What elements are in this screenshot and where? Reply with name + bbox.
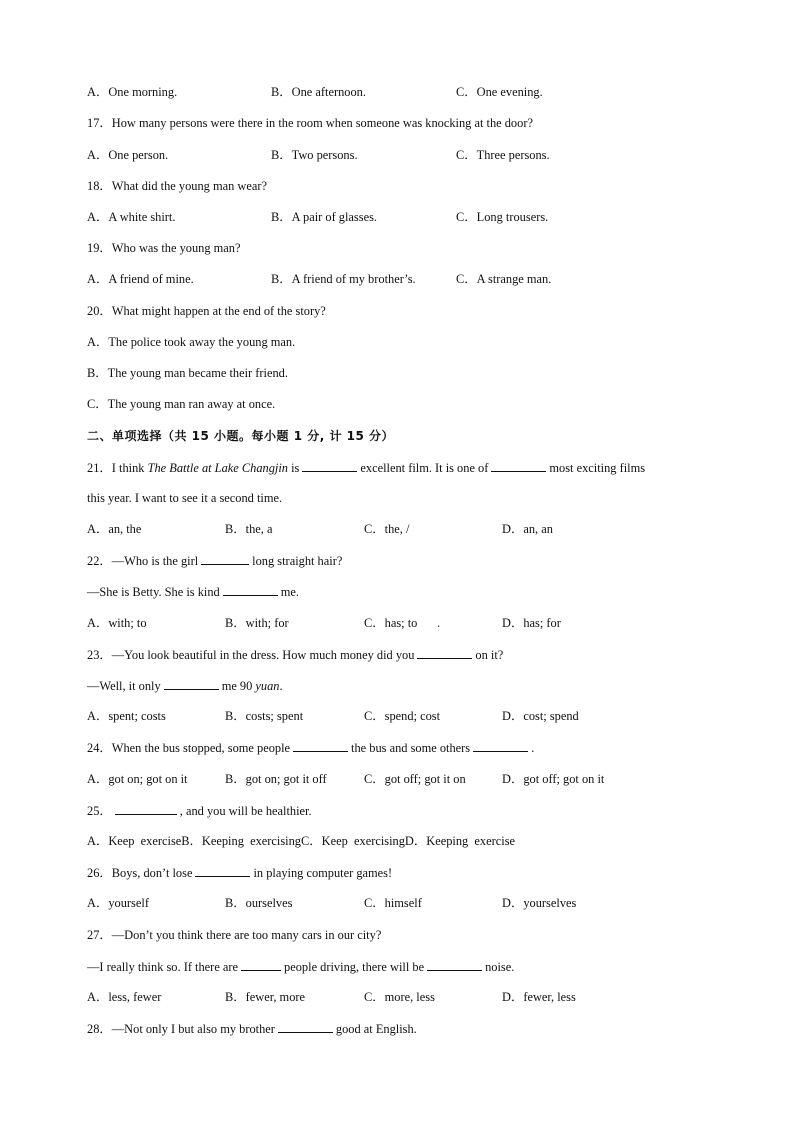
q25-blank-1[interactable]: [115, 802, 177, 815]
q21-option-c: C．the, /: [364, 522, 410, 536]
q20-option-c: C．The young man ran away at once.: [87, 397, 276, 411]
q16-option-a: A．One morning.: [87, 85, 178, 99]
q27-text: noise.: [485, 960, 515, 974]
q21-option-d: D．an, an: [502, 522, 553, 536]
q17-option-c: C．Three persons.: [456, 148, 550, 162]
q23-option-c: C．spend; cost: [364, 709, 441, 723]
q24-option-c: C．got off; got it on: [364, 772, 466, 786]
q18-option-c: C．Long trousers.: [456, 210, 549, 224]
q23-option-b: B．costs; spent: [225, 709, 304, 723]
q27-blank-1[interactable]: [241, 958, 281, 971]
q27-text: people driving, there will be: [284, 960, 425, 974]
q21-blank-1[interactable]: [302, 459, 357, 472]
q16-option-c: C．One evening.: [456, 85, 543, 99]
q21-text: most exciting films: [549, 461, 646, 475]
q20-option-a: A．The police took away the young man.: [87, 335, 296, 349]
q24-blank-2[interactable]: [473, 739, 528, 752]
q19-option-a: A．A friend of mine.: [87, 272, 194, 286]
q18-option-b: B．A pair of glasses.: [271, 210, 377, 224]
q24-option-b: B．got on; got it off: [225, 772, 327, 786]
q23-text: .: [279, 679, 283, 693]
q25-text: 25．: [87, 804, 112, 818]
q27-option-c: C．more, less: [364, 990, 435, 1004]
q19-option-c: C．A strange man.: [456, 272, 552, 286]
q23-yuan: yuan: [255, 679, 280, 693]
q22-option-d: D．has; for: [502, 616, 561, 630]
q23-text: 23．—You look beautiful in the dress. How much money did you: [87, 648, 415, 662]
q26-blank-1[interactable]: [195, 864, 250, 877]
q24-text: 24．When the bus stopped, some people: [87, 741, 291, 755]
q25-text: , and you will be healthier.: [179, 804, 312, 818]
q23-option-a: A．spent; costs: [87, 709, 166, 723]
q22-blank-2[interactable]: [223, 583, 278, 596]
q22-text: —She is Betty. She is kind: [87, 585, 220, 599]
q22-option-c: C．has; to: [364, 616, 418, 630]
q22-stem-line2: [87, 583, 299, 600]
q24-option-a: A．got on; got on it: [87, 772, 188, 786]
q24-stem: [87, 739, 534, 756]
q21-option-b: B．the, a: [225, 522, 273, 536]
q26-option-d: D．yourselves: [502, 896, 577, 910]
section-heading: 二、单项选择（共 15 小题。每小题 1 分, 计 15 分）: [87, 429, 395, 443]
q27-option-a: A．less, fewer: [87, 990, 162, 1004]
q25-options: A．Keep exerciseB．Keeping exercisingC．Keep exercisingD．Keeping exercise: [87, 834, 516, 848]
q26-option-c: C．himself: [364, 896, 422, 910]
q23-blank-1[interactable]: [417, 646, 472, 659]
q24-blank-1[interactable]: [293, 739, 348, 752]
q21-text: excellent film. It is one of: [360, 461, 489, 475]
q23-text: me 90: [221, 679, 256, 693]
q23-option-d: D．cost; spend: [502, 709, 579, 723]
q22-stem: [87, 552, 342, 569]
q28-text: good at English.: [335, 1022, 417, 1036]
q22-text: 22．—Who is the girl: [87, 554, 199, 568]
q20-stem: 20．What might happen at the end of the story?: [87, 304, 326, 318]
q20-option-b: B．The young man became their friend.: [87, 366, 288, 380]
q26-stem: [87, 864, 392, 881]
q22-stray-dot: .: [437, 616, 441, 630]
q24-option-d: D．got off; got on it: [502, 772, 605, 786]
q27-stem: 27．—Don’t you think there are too many cars in our city?: [87, 928, 382, 942]
q16-option-b: B．One afternoon.: [271, 85, 366, 99]
q22-text: me.: [280, 585, 299, 599]
q27-option-b: B．fewer, more: [225, 990, 306, 1004]
q27-option-d: D．fewer, less: [502, 990, 576, 1004]
q25-stem: [87, 802, 312, 819]
q24-text: the bus and some others: [351, 741, 471, 755]
q21-option-a: A．an, the: [87, 522, 142, 536]
q23-stem: [87, 646, 503, 663]
q17-option-b: B．Two persons.: [271, 148, 358, 162]
q24-text: .: [531, 741, 535, 755]
q19-option-b: B．A friend of my brother’s.: [271, 272, 416, 286]
q26-option-b: B．ourselves: [225, 896, 293, 910]
q23-blank-2[interactable]: [164, 677, 219, 690]
q27-text: —I really think so. If there are: [87, 960, 239, 974]
q28-blank-1[interactable]: [278, 1020, 333, 1033]
q21-text: 21．I think: [87, 461, 148, 475]
q27-stem-line2: [87, 958, 514, 975]
q22-option-a: A．with; to: [87, 616, 147, 630]
q26-text: 26．Boys, don’t lose: [87, 866, 193, 880]
q23-text: on it?: [475, 648, 504, 662]
q21-text: is: [288, 461, 300, 475]
q27-blank-2[interactable]: [427, 958, 482, 971]
q22-option-b: B．with; for: [225, 616, 289, 630]
q22-blank-1[interactable]: [201, 552, 249, 565]
q18-stem: 18．What did the young man wear?: [87, 179, 267, 193]
q23-stem-line2: [87, 677, 283, 694]
q22-text: long straight hair?: [252, 554, 343, 568]
q17-stem: 17．How many persons were there in the room when someone was knocking at the door?: [87, 116, 533, 130]
q23-text: —Well, it only: [87, 679, 161, 693]
q21-film-title: The Battle at Lake Changjin: [147, 461, 288, 475]
q19-stem: 19．Who was the young man?: [87, 241, 241, 255]
q26-option-a: A．yourself: [87, 896, 149, 910]
q28-stem: [87, 1020, 417, 1037]
q21-blank-2[interactable]: [491, 459, 546, 472]
q28-text: 28．—Not only I but also my brother: [87, 1022, 275, 1036]
q21-stem: [87, 459, 645, 476]
q26-text: in playing computer games!: [253, 866, 393, 880]
q21-stem-line2: this year. I want to see it a second time.: [87, 491, 283, 505]
q17-option-a: A．One person.: [87, 148, 169, 162]
q18-option-a: A．A white shirt.: [87, 210, 176, 224]
